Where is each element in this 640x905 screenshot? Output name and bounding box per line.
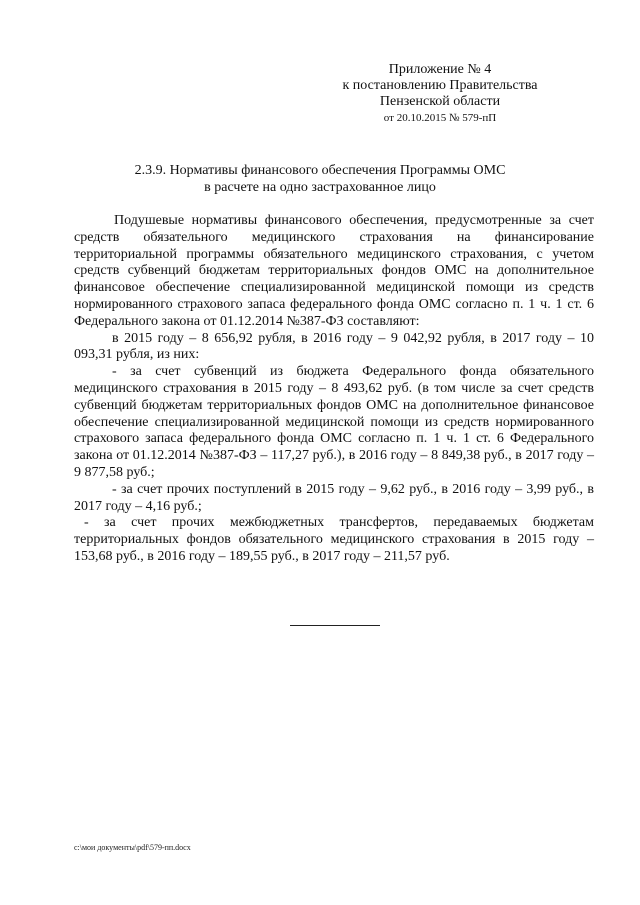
section-title: 2.3.9. Нормативы финансового обеспечения Программы ОМС <box>134 163 506 178</box>
section-subtitle: в расчете на одно застрахованное лицо <box>204 180 436 195</box>
paragraph-totals: в 2015 году – 8 656,92 рубля, в 2016 году – 9 042,92 рубля, в 2017 году – 10 093,31 рубля, из них: <box>74 330 594 363</box>
section-heading <box>0 162 640 196</box>
body-text <box>74 213 594 566</box>
paragraph-other-income: - за счет прочих поступлений в 2015 году – 9,62 руб., в 2016 году – 3,99 руб., в 2017 году – 4,16 руб.; <box>74 481 594 514</box>
appendix-header <box>290 62 590 126</box>
appendix-region: Пензенской области <box>379 94 501 109</box>
footer-file-path: c:\мои документы\pdf\579-пп.docx <box>74 843 191 852</box>
appendix-number: Приложение № 4 <box>388 62 492 77</box>
appendix-resolution-ref: к постановлению Правительства <box>342 78 538 93</box>
appendix-date-number: от 20.10.2015 № 579-пП <box>383 112 497 124</box>
paragraph-subventions: - за счет субвенций из бюджета Федерального фонда обязательного медицинского страхования в 2015 году – 8 493,62 руб. (в том числе за счет средств субвенций бюджетам территориальных фондов ОМС на дополнительное финансовое обеспечение специализированной медицинской помощи из средств нормированного страхового запаса федерального фонда ОМС согласно п. 1 ч. 1 ст. 6 Федерального закона от 01.12.2014 №387-ФЗ – 117,27 руб.), в 2016 году – 8 849,38 руб., в 2017 году – 9 877,58 руб.; <box>74 364 594 480</box>
paragraph-intro: Подушевые нормативы финансового обеспечения, предусмотренные за счет средств обязательного медицинского страхования на финансирование территориальной программы обязательного медицинского страхования, с учетом средств субвенций бюджетам территориальных фондов ОМС на дополнительное финансовое обеспечение специализированной медицинской помощи из средств нормированного страхового запаса федерального фонда ОМС согласно п. 1 ч. 1 ст. 6 Федерального закона от 01.12.2014 №387-ФЗ составляют: <box>74 213 594 329</box>
end-divider <box>290 625 380 626</box>
paragraph-transfers: - за счет прочих межбюджетных трансфертов, передаваемых бюджетам территориальных фондов обязательного медицинского страхования в 2015 году – 153,68 руб., в 2016 году – 189,55 руб., в 2017 году – 211,57 руб. <box>74 515 594 564</box>
